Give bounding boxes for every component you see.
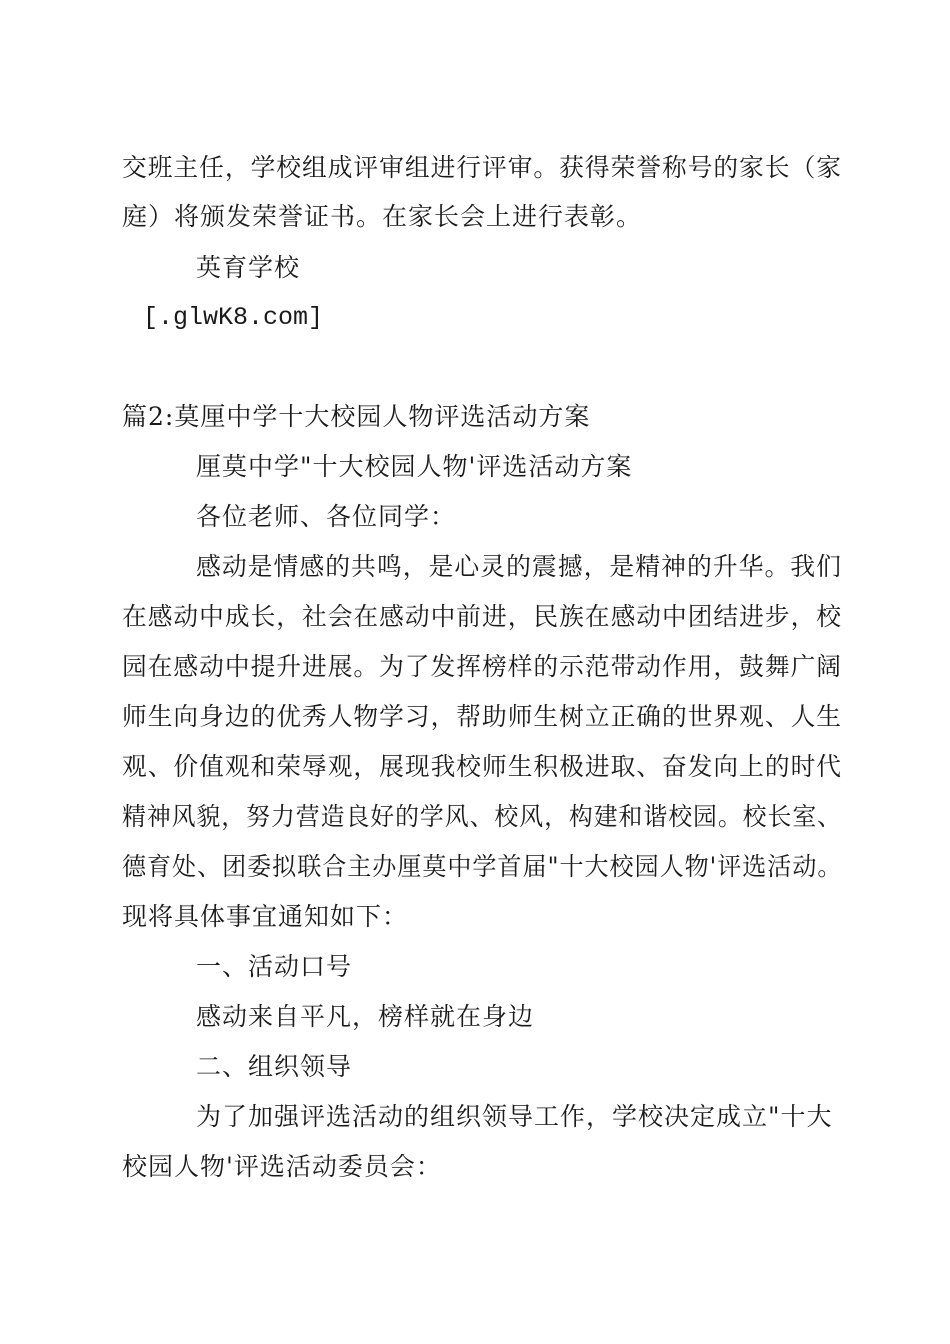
body-text-line: 德育处、团委拟联合主办厘莫中学首届"十大校园人物'评选活动。 <box>122 852 843 881</box>
section-heading: 一、活动口号 <box>196 952 353 981</box>
body-text-line: 师生向身边的优秀人物学习，帮助师生树立正确的世界观、人生 <box>122 702 843 731</box>
body-text-line: 庭）将颁发荣誉证书。在家长会上进行表彰。 <box>122 202 643 231</box>
body-text-line: 现将具体事宜通知如下： <box>122 902 409 931</box>
source-url: [.glwK8.com] <box>143 303 324 332</box>
document-title: 厘莫中学"十大校园人物'评选活动方案 <box>196 452 633 481</box>
body-text-line: 为了加强评选活动的组织领导工作，学校决定成立"十大 <box>196 1102 833 1131</box>
salutation: 各位老师、各位同学： <box>196 502 457 531</box>
body-text-line: 交班主任，学校组成评审组进行评审。获得荣誉称号的家长（家 <box>122 153 843 182</box>
body-text-line: 校园人物'评选活动委员会： <box>122 1152 442 1181</box>
body-text-line: 观、价值观和荣辱观，展现我校师生积极进取、奋发向上的时代 <box>122 752 843 781</box>
section-heading: 二、组织领导 <box>196 1052 353 1081</box>
body-text-line: 感动是情感的共鸣，是心灵的震撼，是精神的升华。我们 <box>196 552 842 581</box>
body-text-line: 在感动中成长，社会在感动中前进，民族在感动中团结进步，校 <box>122 602 843 631</box>
section-heading: 篇2:莫厘中学十大校园人物评选活动方案 <box>122 402 591 431</box>
body-text-line: 精神风貌，努力营造良好的学风、校风，构建和谐校园。校长室、 <box>122 802 843 831</box>
school-signature: 英育学校 <box>196 253 301 282</box>
body-text-line: 园在感动中提升进展。为了发挥榜样的示范带动作用，鼓舞广阔 <box>122 652 843 681</box>
body-text-line: 感动来自平凡，榜样就在身边 <box>196 1002 535 1031</box>
